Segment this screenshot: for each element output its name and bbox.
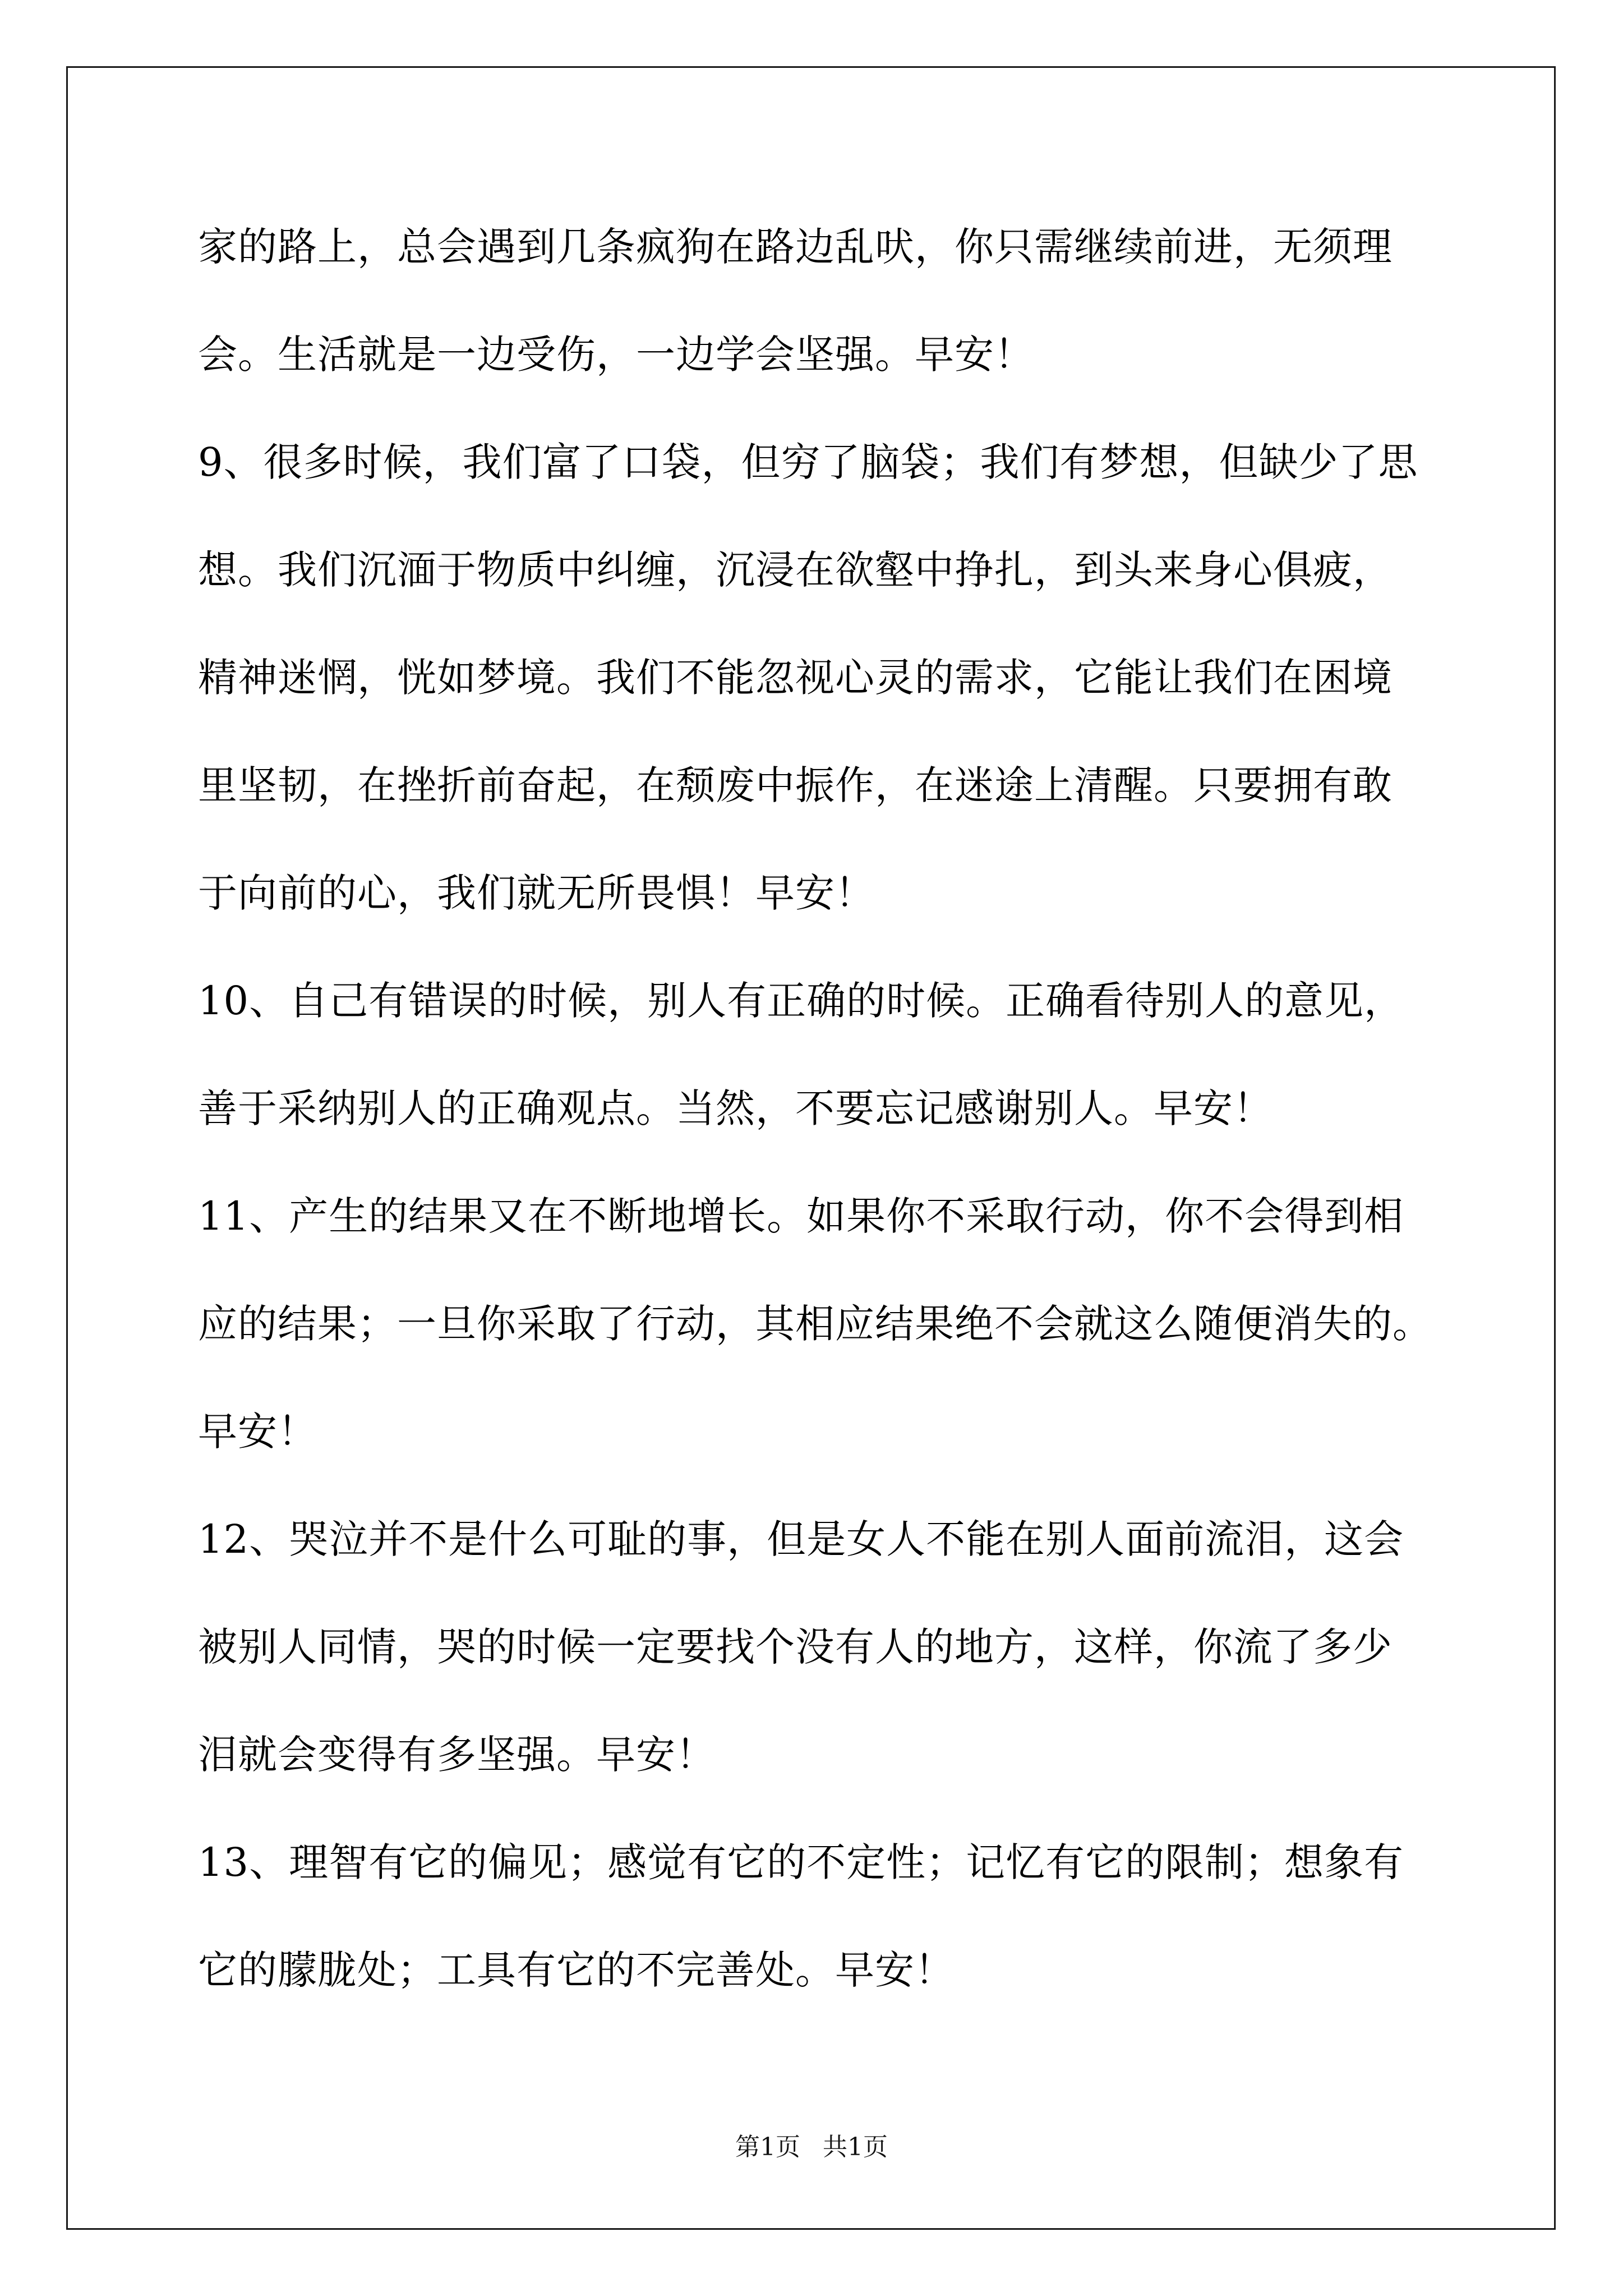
text-line: 精神迷惘，恍如梦境。我们不能忽视心灵的需求，它能让我们在困境 — [198, 655, 1393, 701]
text-line: 会。生活就是一边受伤，一边学会坚强。早安！ — [198, 332, 1034, 378]
text-line: 早安！ — [198, 1409, 317, 1455]
text-line: 家的路上，总会遇到几条疯狗在路边乱吠，你只需继续前进，无须理 — [198, 224, 1393, 270]
text-line: 于向前的心，我们就无所畏惧！早安！ — [198, 870, 875, 916]
text-line: 12、哭泣并不是什么可耻的事，但是女人不能在别人面前流泪，这会 — [198, 1516, 1404, 1562]
text-line: 被别人同情，哭的时候一定要找个没有人的地方，这样，你流了多少 — [198, 1624, 1393, 1670]
text-line: 10、自己有错误的时候，别人有正确的时候。正确看待别人的意见， — [198, 978, 1404, 1024]
text-line: 13、理智有它的偏见；感觉有它的不定性；记忆有它的限制；想象有 — [198, 1839, 1404, 1885]
page-number: 第1页 — [735, 2133, 800, 2161]
page-footer — [0, 2131, 1623, 2164]
text-line: 11、产生的结果又在不断地增长。如果你不采取行动，你不会得到相 — [198, 1193, 1404, 1239]
text-line: 它的朦胧处；工具有它的不完善处。早安！ — [198, 1947, 955, 1993]
text-line: 应的结果；一旦你采取了行动，其相应结果绝不会就这么随便消失的。 — [198, 1301, 1432, 1347]
document-body — [198, 215, 1488, 2046]
text-line: 9、很多时候，我们富了口袋，但穷了脑袋；我们有梦想，但缺少了思 — [198, 439, 1418, 485]
text-line: 想。我们沉湎于物质中纠缠，沉浸在欲壑中挣扎，到头来身心俱疲， — [198, 547, 1393, 593]
text-line: 善于采纳别人的正确观点。当然，不要忘记感谢别人。早安！ — [198, 1085, 1273, 1131]
text-line: 泪就会变得有多坚强。早安！ — [198, 1732, 716, 1778]
text-line: 里坚韧，在挫折前奋起，在颓废中振作，在迷途上清醒。只要拥有敢 — [198, 762, 1393, 808]
page-total: 共1页 — [823, 2133, 888, 2161]
